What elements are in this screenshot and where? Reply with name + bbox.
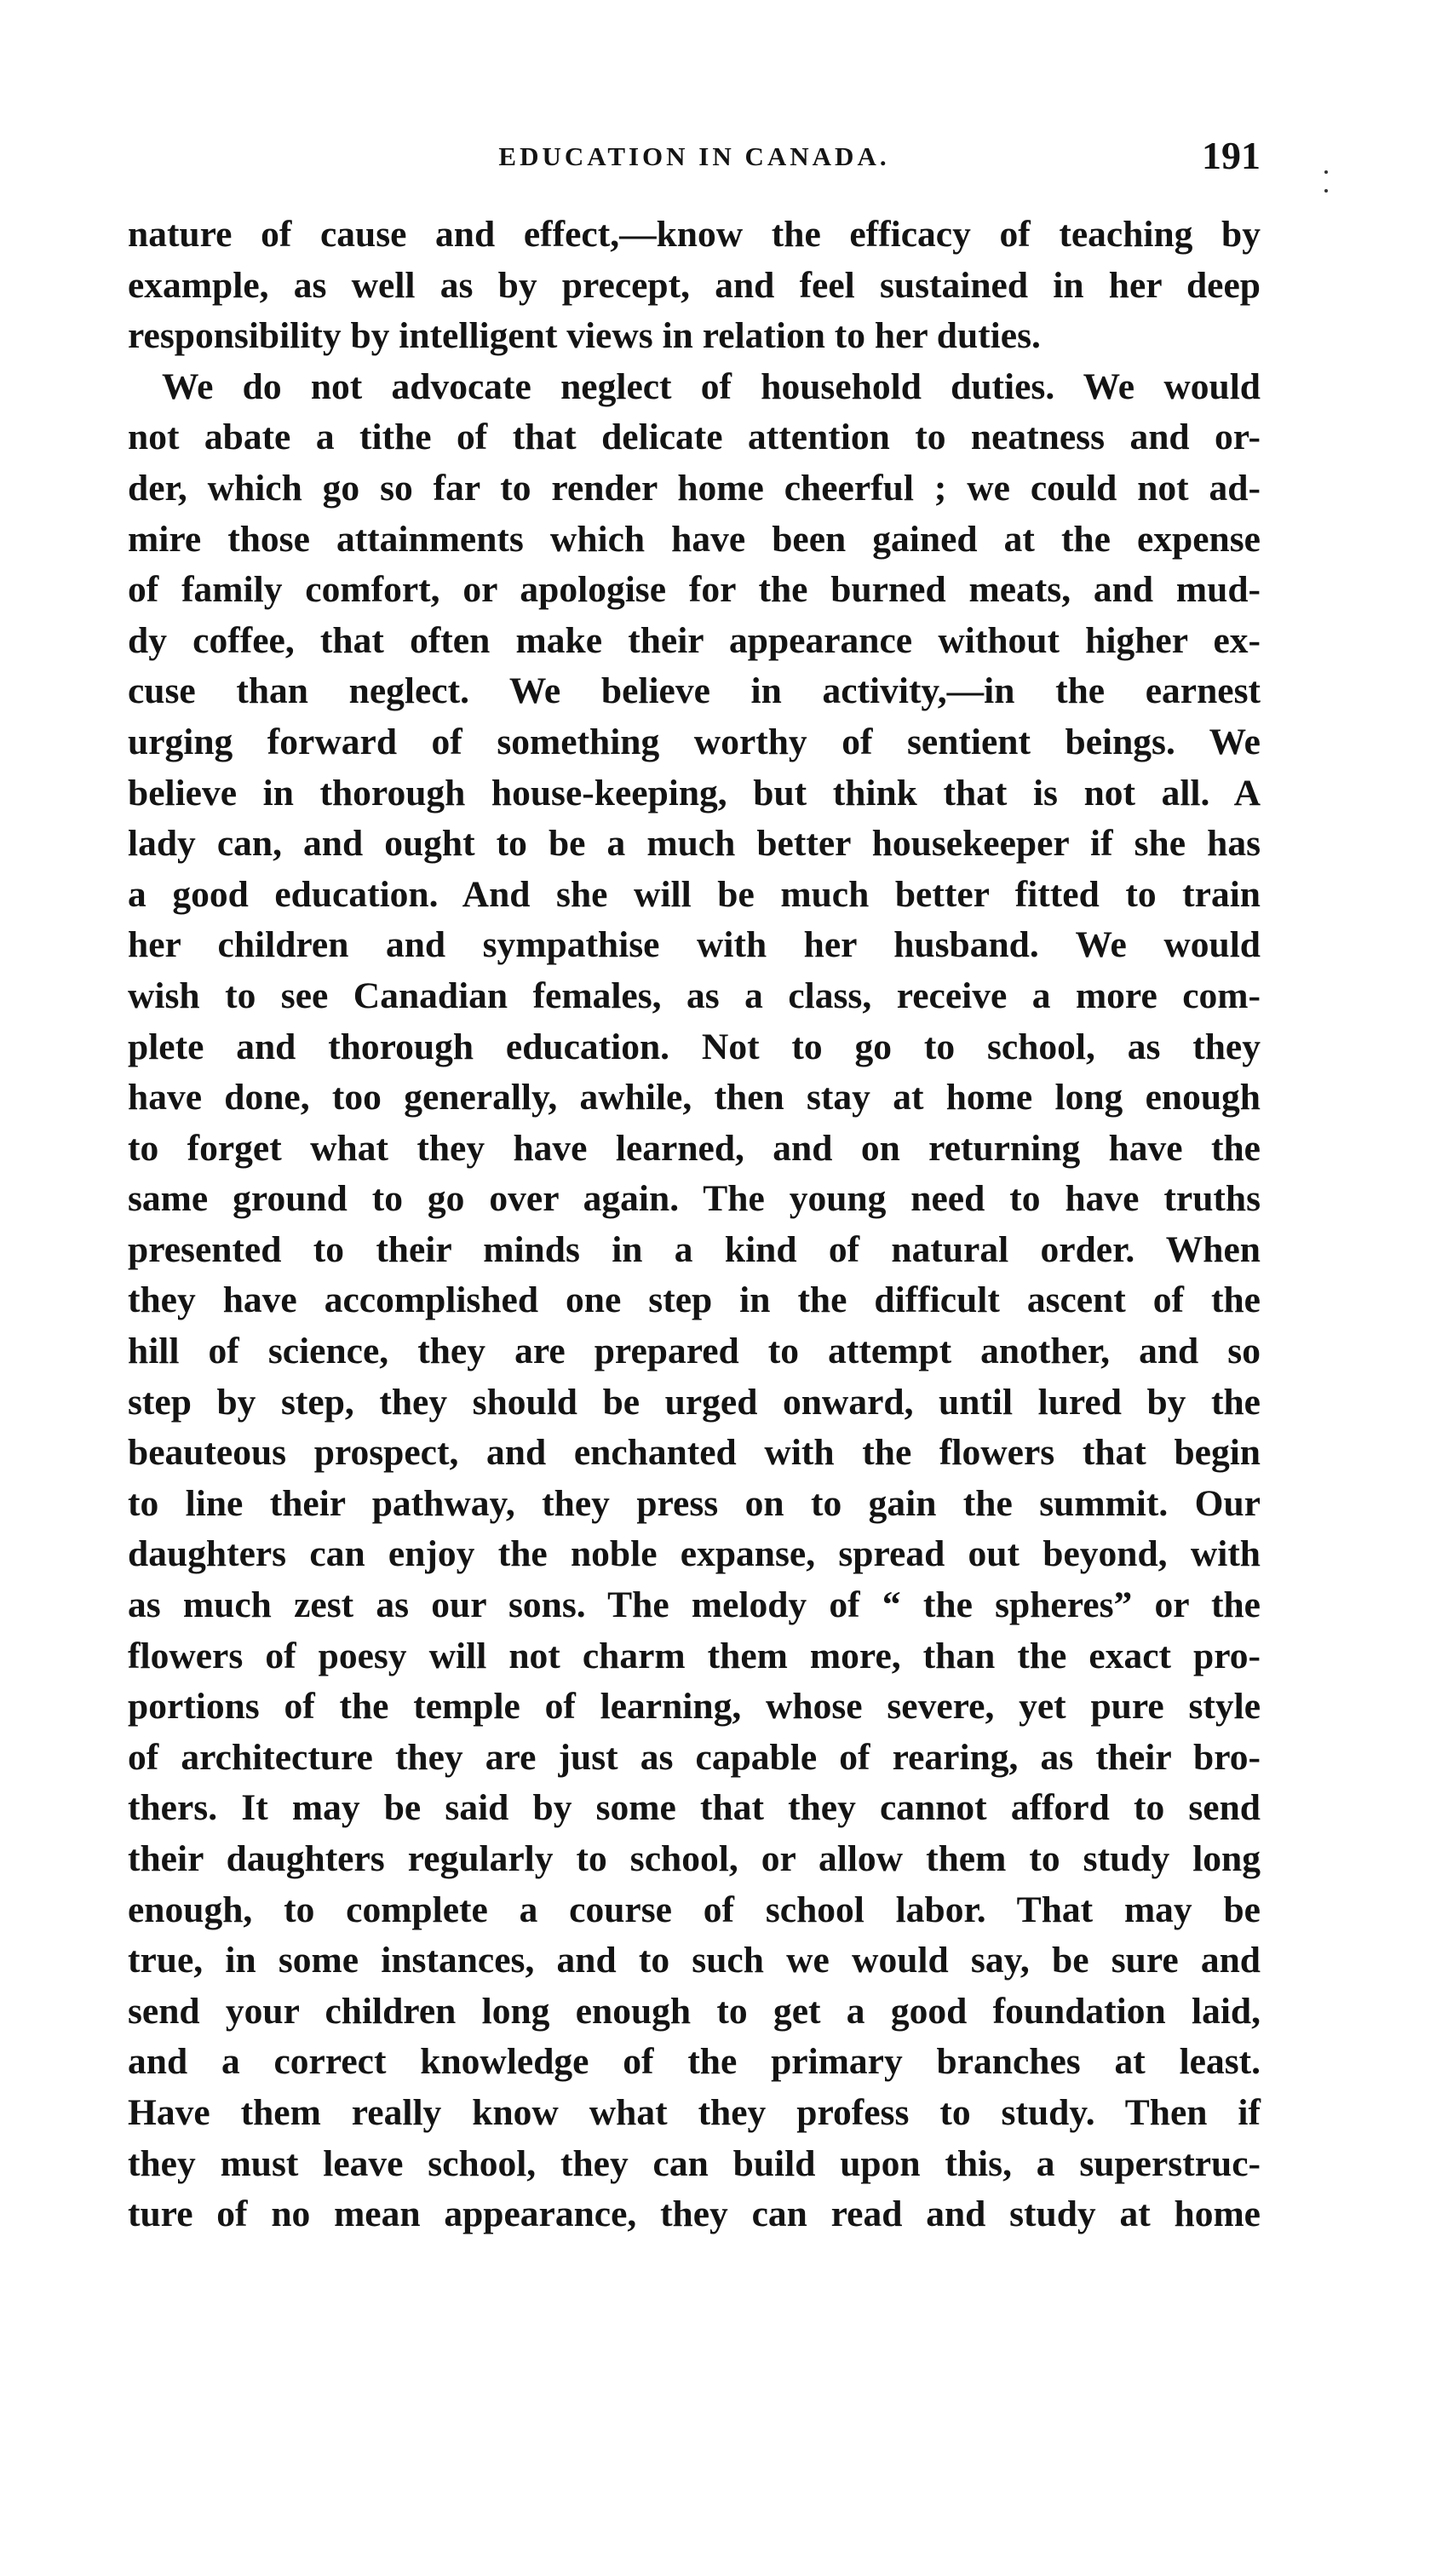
text-line: her children and sympathise with her husband. We would	[128, 924, 1261, 966]
text-line: not abate a tithe of that delicate attention to neatness and or-	[128, 417, 1261, 458]
text-line: they must leave school, they can build upon this, a superstruc-	[128, 2142, 1261, 2184]
print-speck	[1324, 170, 1328, 174]
text-line: beauteous prospect, and enchanted with the flowers that begin	[128, 1432, 1261, 1474]
text-line: Have them really know what they profess to study. Then if	[128, 2091, 1261, 2133]
text-line: dy coffee, that often make their appearance without higher ex-	[128, 619, 1261, 661]
text-line: they have accomplished one step in the difficult ascent of the	[128, 1279, 1261, 1321]
body-text	[128, 210, 1261, 2240]
text-line: portions of the temple of learning, whose severe, yet pure style	[128, 1686, 1261, 1728]
running-head	[128, 133, 1261, 184]
text-line: and a correct knowledge of the primary branches at least.	[128, 2041, 1261, 2083]
text-line: same ground to go over again. The young need to have truths	[128, 1178, 1261, 1220]
text-line: example, as well as by precept, and feel sustained in her deep	[128, 264, 1261, 306]
page-number: 191	[1202, 134, 1261, 177]
text-line: as much zest as our sons. The melody of “ the spheres” or the	[128, 1584, 1261, 1626]
text-line: to forget what they have learned, and on returning have the	[128, 1127, 1261, 1169]
text-line: daughters can enjoy the noble expanse, spread out beyond, with	[128, 1533, 1261, 1575]
text-line: their daughters regularly to school, or allow them to study long	[128, 1838, 1261, 1879]
print-speck	[1324, 189, 1328, 193]
text-line: cuse than neglect. We believe in activity,—in the earnest	[128, 670, 1261, 712]
text-line: der, which go so far to render home cheerful ; we could not ad-	[128, 467, 1261, 509]
text-line: mire those attainments which have been gained at the expense	[128, 518, 1261, 560]
text-line: have done, too generally, awhile, then stay at home long enough	[128, 1077, 1261, 1118]
text-line: enough, to complete a course of school labor. That may be	[128, 1889, 1261, 1930]
text-line: send your children long enough to get a good foundation laid,	[128, 1990, 1261, 2032]
text-line: plete and thorough education. Not to go to school, as they	[128, 1026, 1261, 1067]
text-line: wish to see Canadian females, as a class, receive a more com-	[128, 975, 1261, 1016]
text-line: step by step, they should be urged onward, until lured by the	[128, 1381, 1261, 1423]
text-line: to line their pathway, they press on to gain the summit. Our	[128, 1482, 1261, 1524]
text-line: We do not advocate neglect of household duties. We would	[162, 365, 1261, 407]
text-line: thers. It may be said by some that they cannot afford to send	[128, 1787, 1261, 1829]
text-line: hill of science, they are prepared to attempt another, and so	[128, 1331, 1261, 1372]
text-line: believe in thorough house-keeping, but think that is not all. A	[128, 772, 1261, 814]
text-line: ture of no mean appearance, they can read and study at home	[128, 2194, 1261, 2235]
text-line: responsibility by intelligent views in relation to her duties.	[128, 315, 1041, 357]
text-line: true, in some instances, and to such we would say, be sure and	[128, 1940, 1261, 1981]
text-line: of family comfort, or apologise for the burned meats, and mud-	[128, 569, 1261, 611]
text-line: urging forward of something worthy of sentient beings. We	[128, 721, 1261, 762]
text-line: presented to their minds in a kind of natural order. When	[128, 1228, 1261, 1270]
text-line: of architecture they are just as capable of rearing, as their bro-	[128, 1736, 1261, 1778]
text-line: nature of cause and effect,—know the efficacy of teaching by	[128, 214, 1261, 255]
running-title: EDUCATION IN CANADA.	[498, 141, 890, 171]
text-line: flowers of poesy will not charm them more, than the exact pro-	[128, 1635, 1261, 1676]
text-line: lady can, and ought to be a much better housekeeper if she has	[128, 823, 1261, 865]
text-line: a good education. And she will be much better fitted to train	[128, 873, 1261, 915]
